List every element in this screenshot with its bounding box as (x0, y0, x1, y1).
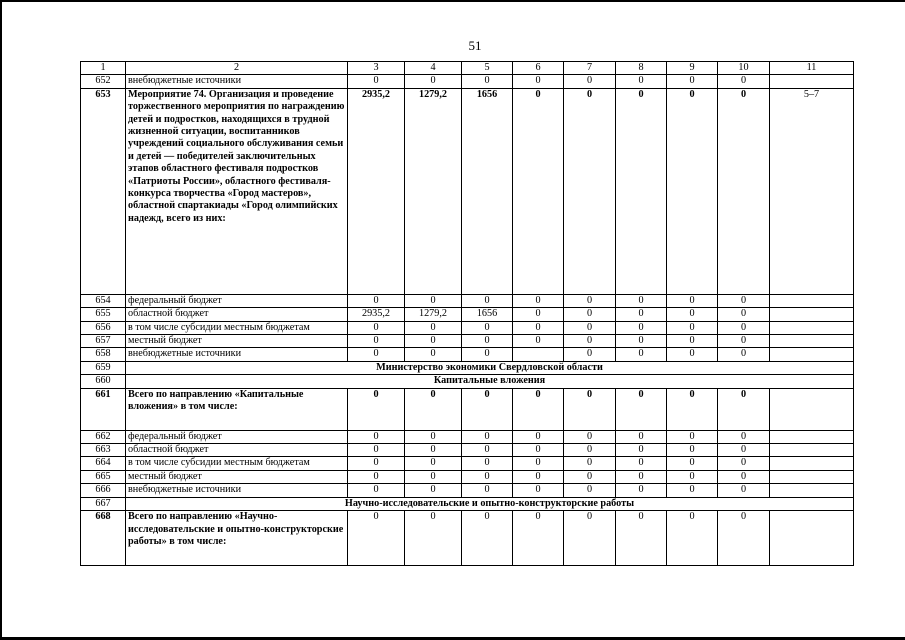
table-row (81, 75, 854, 88)
row-number: 657 (81, 335, 126, 348)
value-cell: 0 (405, 388, 462, 430)
table-header-row (81, 62, 854, 75)
value-cell (513, 348, 564, 361)
value-cell: 0 (667, 294, 718, 307)
value-cell: 1656 (462, 88, 513, 294)
value-cell: 1656 (462, 308, 513, 321)
value-cell: 0 (405, 321, 462, 334)
value-cell: 0 (405, 444, 462, 457)
value-cell: 0 (718, 88, 770, 294)
value-cell: 0 (564, 75, 616, 88)
value-cell: 0 (667, 75, 718, 88)
value-cell: 0 (462, 511, 513, 566)
value-cell: 0 (616, 348, 667, 361)
value-cell: 0 (718, 444, 770, 457)
value-cell: 0 (405, 484, 462, 497)
value-cell: 0 (718, 308, 770, 321)
note-cell (770, 75, 854, 88)
value-cell: 0 (718, 430, 770, 443)
value-cell: 0 (405, 457, 462, 470)
value-cell: 0 (616, 335, 667, 348)
value-cell: 0 (564, 457, 616, 470)
note-cell (770, 511, 854, 566)
value-cell: 0 (564, 511, 616, 566)
value-cell: 0 (513, 321, 564, 334)
scan-edge-left (0, 0, 2, 640)
value-cell: 0 (616, 470, 667, 483)
value-cell: 0 (462, 294, 513, 307)
header-cell: 6 (513, 62, 564, 75)
section-title: Министерство экономики Свердловской области (126, 361, 854, 374)
value-cell: 0 (513, 294, 564, 307)
value-cell: 0 (616, 294, 667, 307)
value-cell: 0 (462, 470, 513, 483)
value-cell: 0 (667, 335, 718, 348)
value-cell: 0 (616, 75, 667, 88)
value-cell: 0 (513, 511, 564, 566)
value-cell: 0 (462, 335, 513, 348)
row-number: 662 (81, 430, 126, 443)
value-cell: 0 (564, 321, 616, 334)
table-row (81, 388, 854, 430)
value-cell: 0 (667, 321, 718, 334)
note-cell (770, 335, 854, 348)
value-cell: 0 (718, 457, 770, 470)
value-cell: 0 (667, 308, 718, 321)
row-number: 659 (81, 361, 126, 374)
value-cell: 0 (513, 308, 564, 321)
header-cell: 1 (81, 62, 126, 75)
value-cell: 0 (348, 321, 405, 334)
section-title: Научно-исследовательские и опытно-конструкторские работы (126, 497, 854, 510)
value-cell: 0 (513, 484, 564, 497)
value-cell: 2935,2 (348, 308, 405, 321)
value-cell: 0 (513, 335, 564, 348)
row-description: федеральный бюджет (126, 294, 348, 307)
table-row (81, 470, 854, 483)
value-cell: 0 (405, 470, 462, 483)
value-cell: 0 (348, 470, 405, 483)
row-description: в том числе субсидии местным бюджетам (126, 457, 348, 470)
table-row (81, 294, 854, 307)
value-cell: 0 (616, 511, 667, 566)
value-cell: 0 (564, 348, 616, 361)
note-cell (770, 484, 854, 497)
value-cell: 0 (462, 484, 513, 497)
row-description: внебюджетные источники (126, 484, 348, 497)
value-cell: 0 (513, 457, 564, 470)
value-cell: 0 (348, 75, 405, 88)
budget-table (80, 61, 854, 566)
value-cell: 0 (564, 470, 616, 483)
note-cell (770, 348, 854, 361)
table-row (81, 348, 854, 361)
row-number: 664 (81, 457, 126, 470)
value-cell: 0 (348, 484, 405, 497)
value-cell: 0 (667, 484, 718, 497)
note-cell (770, 457, 854, 470)
header-cell: 8 (616, 62, 667, 75)
value-cell: 0 (667, 388, 718, 430)
row-description: местный бюджет (126, 470, 348, 483)
value-cell: 0 (348, 388, 405, 430)
header-cell: 3 (348, 62, 405, 75)
row-number: 667 (81, 497, 126, 510)
value-cell: 0 (718, 75, 770, 88)
value-cell: 0 (348, 444, 405, 457)
row-number: 661 (81, 388, 126, 430)
row-number: 652 (81, 75, 126, 88)
value-cell: 0 (616, 484, 667, 497)
row-number: 653 (81, 88, 126, 294)
value-cell: 0 (513, 470, 564, 483)
value-cell: 0 (718, 321, 770, 334)
table-row (81, 375, 854, 388)
value-cell: 0 (616, 321, 667, 334)
value-cell: 2935,2 (348, 88, 405, 294)
value-cell: 0 (462, 75, 513, 88)
value-cell: 0 (348, 294, 405, 307)
value-cell: 0 (718, 511, 770, 566)
value-cell: 0 (718, 348, 770, 361)
section-title: Капитальные вложения (126, 375, 854, 388)
scan-edge-top (0, 0, 905, 2)
value-cell: 0 (564, 294, 616, 307)
table-row (81, 444, 854, 457)
value-cell: 0 (348, 335, 405, 348)
value-cell: 0 (667, 88, 718, 294)
note-cell (770, 444, 854, 457)
value-cell: 0 (718, 484, 770, 497)
row-number: 655 (81, 308, 126, 321)
row-description: местный бюджет (126, 335, 348, 348)
row-description: областной бюджет (126, 308, 348, 321)
row-description: внебюджетные источники (126, 348, 348, 361)
value-cell: 0 (462, 444, 513, 457)
header-cell: 9 (667, 62, 718, 75)
value-cell: 0 (616, 430, 667, 443)
value-cell: 0 (616, 388, 667, 430)
value-cell: 0 (564, 484, 616, 497)
table-row (81, 497, 854, 510)
table-row (81, 88, 854, 294)
table-row (81, 457, 854, 470)
header-cell: 7 (564, 62, 616, 75)
value-cell: 0 (718, 335, 770, 348)
value-cell: 1279,2 (405, 308, 462, 321)
header-cell: 5 (462, 62, 513, 75)
note-cell (770, 294, 854, 307)
value-cell: 0 (564, 444, 616, 457)
value-cell: 0 (348, 457, 405, 470)
row-description: федеральный бюджет (126, 430, 348, 443)
row-number: 654 (81, 294, 126, 307)
row-number: 666 (81, 484, 126, 497)
value-cell: 0 (405, 294, 462, 307)
value-cell: 0 (405, 511, 462, 566)
row-description: Всего по направлению «Капитальные вложения» в том числе: (126, 388, 348, 430)
value-cell: 0 (405, 335, 462, 348)
row-number: 668 (81, 511, 126, 566)
row-description: в том числе субсидии местным бюджетам (126, 321, 348, 334)
header-cell: 4 (405, 62, 462, 75)
value-cell: 0 (564, 430, 616, 443)
value-cell: 0 (667, 444, 718, 457)
table-row (81, 484, 854, 497)
table-row (81, 430, 854, 443)
value-cell: 0 (616, 457, 667, 470)
value-cell: 0 (462, 321, 513, 334)
row-number: 665 (81, 470, 126, 483)
note-cell (770, 430, 854, 443)
value-cell: 0 (564, 308, 616, 321)
value-cell: 0 (667, 457, 718, 470)
value-cell: 0 (616, 88, 667, 294)
table-row (81, 321, 854, 334)
row-description: областной бюджет (126, 444, 348, 457)
row-description: Мероприятие 74. Организация и проведение торжественного мероприятия по награждению детей и подростков, находящихся в трудной жизненной ситуации, воспитанников учреждений социального обслуживания семьи и детей — победителей заключительных этапов областного фестиваля подростков «Патриоты России», областного фестиваля-конкурса творчества «Город мастеров», областной спартакиады «Город олимпийских надежд, всего из них: (126, 88, 348, 294)
value-cell: 0 (405, 430, 462, 443)
value-cell: 0 (348, 430, 405, 443)
value-cell: 0 (564, 88, 616, 294)
value-cell: 0 (513, 444, 564, 457)
value-cell: 0 (667, 348, 718, 361)
value-cell: 0 (564, 335, 616, 348)
value-cell: 1279,2 (405, 88, 462, 294)
value-cell: 0 (462, 348, 513, 361)
value-cell: 0 (513, 388, 564, 430)
row-description: Всего по направлению «Научно-исследовательские и опытно-конструкторские работы» в том числе: (126, 511, 348, 566)
value-cell: 0 (513, 88, 564, 294)
value-cell: 0 (513, 75, 564, 88)
value-cell: 0 (667, 470, 718, 483)
value-cell: 0 (667, 430, 718, 443)
value-cell: 0 (405, 75, 462, 88)
note-cell (770, 388, 854, 430)
header-cell: 10 (718, 62, 770, 75)
row-number: 663 (81, 444, 126, 457)
value-cell: 0 (616, 308, 667, 321)
value-cell: 0 (405, 348, 462, 361)
value-cell: 0 (462, 430, 513, 443)
table-body (81, 62, 854, 566)
table-row (81, 511, 854, 566)
page-number: 51 (468, 38, 482, 53)
header-cell: 2 (126, 62, 348, 75)
table-row (81, 335, 854, 348)
note-cell: 5–7 (770, 88, 854, 294)
header-cell: 11 (770, 62, 854, 75)
value-cell: 0 (348, 348, 405, 361)
note-cell (770, 470, 854, 483)
value-cell: 0 (462, 388, 513, 430)
value-cell: 0 (462, 457, 513, 470)
table-row (81, 308, 854, 321)
row-number: 658 (81, 348, 126, 361)
row-number: 660 (81, 375, 126, 388)
value-cell: 0 (667, 511, 718, 566)
value-cell: 0 (616, 444, 667, 457)
value-cell: 0 (718, 294, 770, 307)
value-cell: 0 (348, 511, 405, 566)
note-cell (770, 321, 854, 334)
value-cell: 0 (564, 388, 616, 430)
note-cell (770, 308, 854, 321)
value-cell: 0 (513, 430, 564, 443)
table-row (81, 361, 854, 374)
value-cell: 0 (718, 470, 770, 483)
value-cell: 0 (718, 388, 770, 430)
row-description: внебюджетные источники (126, 75, 348, 88)
row-number: 656 (81, 321, 126, 334)
